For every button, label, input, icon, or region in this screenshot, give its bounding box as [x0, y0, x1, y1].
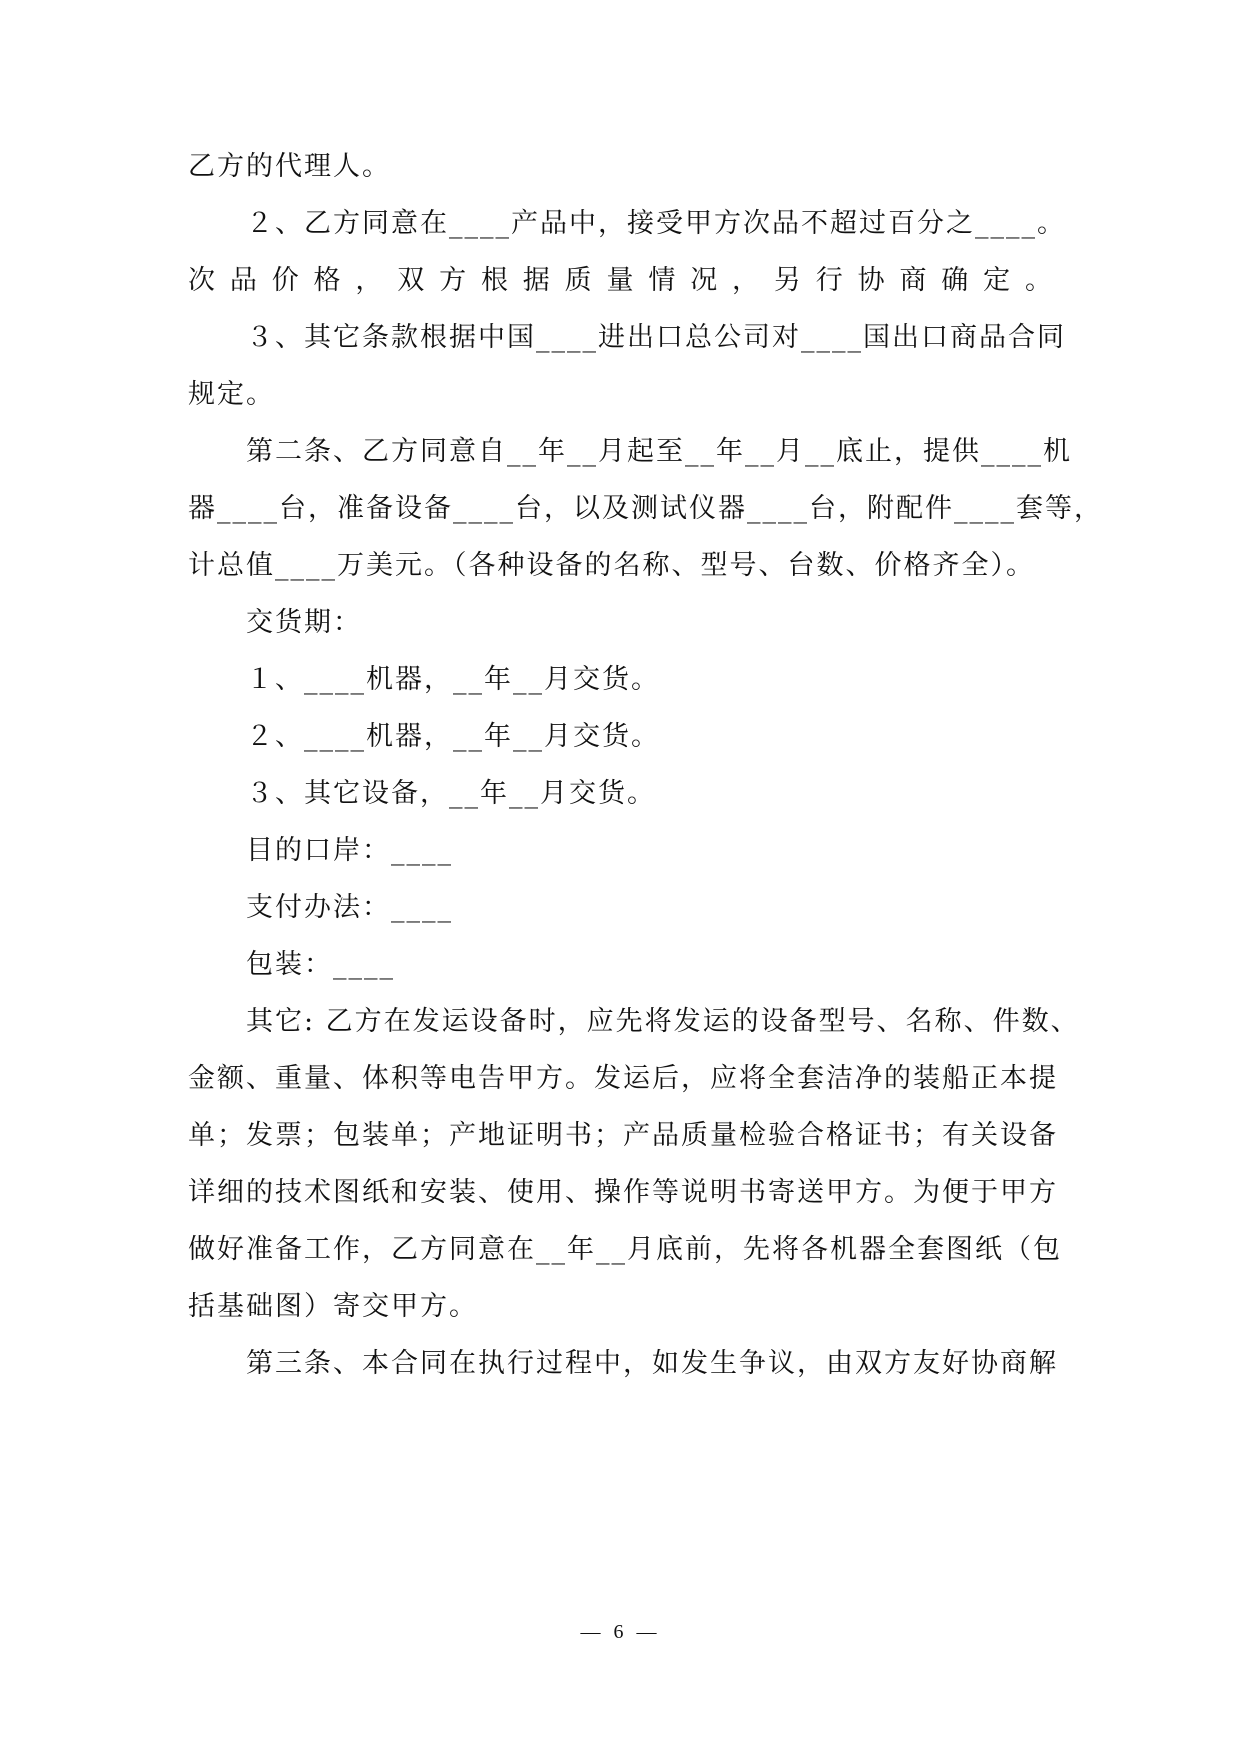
text-line: ２、____机器，__年__月交货。 [246, 721, 660, 752]
page-number: — 6 — [580, 1621, 661, 1643]
text-line: ３、其它设备，__年__月交货。 [246, 778, 656, 809]
text-line: 计总值____万美元。（各种设备的名称、型号、台数、价格齐全）。 [188, 550, 1035, 581]
text-line: 次品价格，双方根据质量情况，另行协商确定。 [188, 265, 1054, 296]
text-line: 乙方的代理人。 [188, 151, 391, 182]
text-line: 第二条、乙方同意自__年__月起至__年__月__底止，提供____机 [246, 436, 1072, 467]
page-footer [0, 1617, 1241, 1647]
text-line: 规定。 [188, 379, 275, 410]
text-line: 详细的技术图纸和安装、使用、操作等说明书寄送甲方。为便于甲方 [188, 1177, 1058, 1208]
text-line: 交货期： [246, 607, 362, 638]
text-line: 支付办法：____ [246, 892, 453, 923]
text-line: 包装：____ [246, 949, 395, 980]
text-line: ３、其它条款根据中国____进出口总公司对____国出口商品合同 [246, 322, 1066, 353]
text-line: 做好准备工作，乙方同意在__年__月底前，先将各机器全套图纸（包 [188, 1234, 1062, 1265]
text-line: 括基础图）寄交甲方。 [188, 1291, 478, 1322]
text-line: 金额、重量、体积等电告甲方。发运后，应将全套洁净的装船正本提 [188, 1063, 1058, 1094]
text-line: ２、乙方同意在____产品中，接受甲方次品不超过百分之____。 [246, 208, 1066, 239]
text-line: 器____台，准备设备____台，以及测试仪器____台，附配件____套等， [188, 493, 1103, 524]
text-line: １、____机器，__年__月交货。 [246, 664, 660, 695]
text-line: 其它: 乙方在发运设备时，应先将发运的设备型号、名称、件数、 [246, 1006, 1080, 1037]
text-line: 目的口岸：____ [246, 835, 453, 866]
text-line: 第三条、本合同在执行过程中，如发生争议，由双方友好协商解 [246, 1348, 1058, 1379]
text-line: 单；发票；包装单；产地证明书；产品质量检验合格证书；有关设备 [188, 1120, 1058, 1151]
